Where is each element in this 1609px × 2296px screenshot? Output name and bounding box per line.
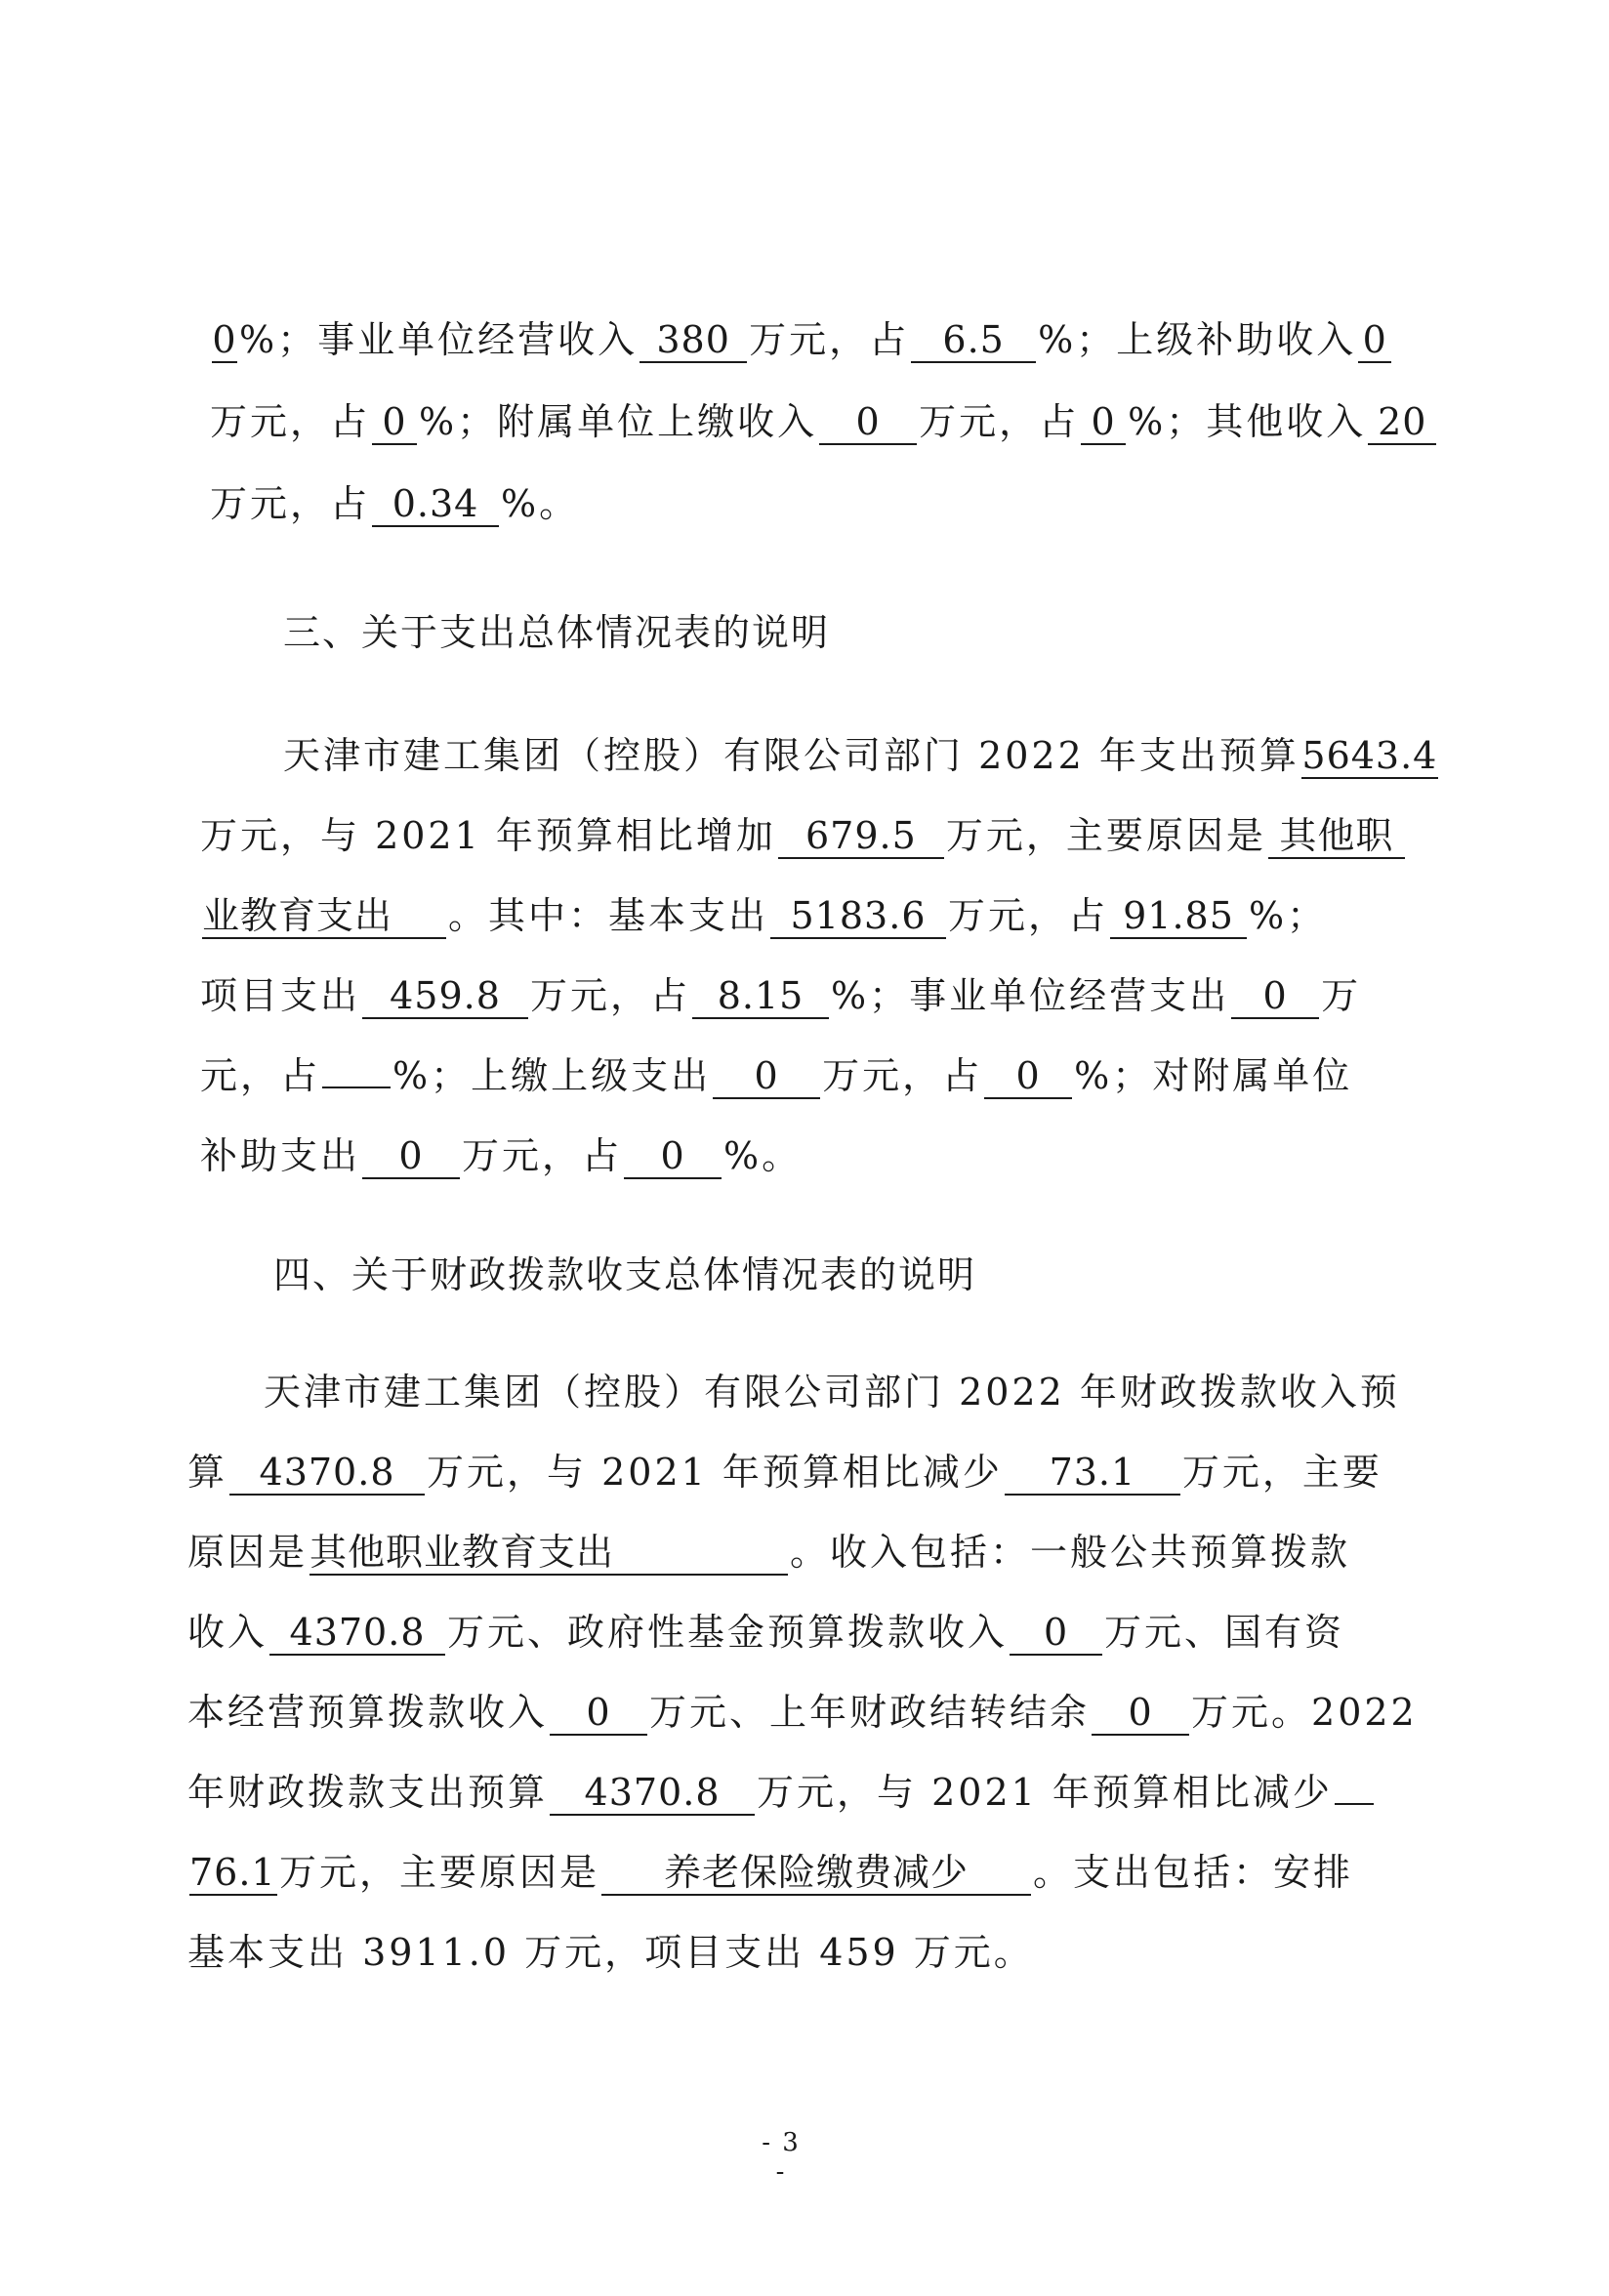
section-heading-3: 三、关于支出总体情况表的说明 — [283, 611, 831, 654]
p2-line-6: 补助支出 0 万元，占 0 %。 — [200, 1134, 803, 1177]
blank: 0 — [1231, 974, 1319, 1019]
blank: 0 — [550, 1691, 647, 1736]
p1-line-3: 万元，占 0.34 %。 — [210, 482, 580, 525]
blank: 91.85 — [1110, 894, 1247, 939]
p3-line-5: 本经营预算拨款收入 0 万元、上年财政结转结余 0 万元。2022 — [187, 1691, 1418, 1734]
p2-line-1: 天津市建工集团（控股）有限公司部门 2022 年支出预算5643.4 — [283, 734, 1438, 777]
blank: 459.8 — [362, 974, 528, 1019]
blank: 5643.4 — [1301, 734, 1438, 777]
blank: 76.1 — [189, 1851, 276, 1894]
blank: 0.34 — [372, 482, 499, 527]
p3-line-6: 年财政拨款支出预算 4370.8 万元，与 2021 年预算相比减少 — [187, 1767, 1376, 1818]
p3-line-2: 算 4370.8 万元，与 2021 年预算相比减少 73.1 万元，主要 — [187, 1451, 1382, 1494]
blank: 0 — [212, 318, 237, 361]
blank: 0 — [624, 1134, 722, 1179]
blank: 380 — [639, 318, 747, 363]
blank: 4370.8 — [550, 1771, 755, 1816]
p1-line-1: 0%；事业单位经营收入 380 万元，占 6.5 %；上级补助收入 0 — [210, 314, 1393, 365]
blank: 4370.8 — [269, 1611, 445, 1656]
p2-line-5: 元，占 %；上缴上级支出 0 万元，占 0 %；对附属单位 — [200, 1054, 1353, 1097]
blank: 5183.6 — [770, 894, 946, 939]
blank: 0 — [1092, 1691, 1189, 1736]
page-number: - 3 - — [762, 2128, 801, 2187]
blank: 0 — [362, 1134, 460, 1179]
section-heading-4: 四、关于财政拨款收支总体情况表的说明 — [273, 1253, 977, 1296]
blank — [1335, 1803, 1374, 1805]
p3-line-4: 收入 4370.8 万元、政府性基金预算拨款收入 0 万元、国有资 — [187, 1611, 1345, 1654]
blank: 679.5 — [778, 814, 944, 859]
blank — [322, 1086, 391, 1088]
blank: 4370.8 — [229, 1451, 425, 1496]
blank: 0 — [1010, 1611, 1102, 1656]
blank: 73.1 — [1005, 1451, 1180, 1496]
blank: 20 — [1368, 400, 1436, 445]
blank: 0 — [819, 400, 917, 445]
p3-line-7: 76.1万元，主要原因是 养老保险缴费减少 。支出包括：安排 — [189, 1851, 1354, 1894]
p1-line-2: 万元，占 0 %；附属单位上缴收入 0 万元，占 0 %；其他收入 20 — [210, 396, 1438, 447]
blank: 8.15 — [692, 974, 829, 1019]
blank: 其他职业教育支出 — [309, 1531, 788, 1576]
p3-line-1: 天津市建工集团（控股）有限公司部门 2022 年财政拨款收入预 — [264, 1371, 1400, 1414]
blank: 0 — [372, 400, 417, 445]
p2-line-2: 万元，与 2021 年预算相比增加 679.5 万元，主要原因是 其他职 — [200, 810, 1407, 861]
blank: 0 — [713, 1054, 820, 1099]
blank: 0 — [1358, 318, 1391, 363]
p3-line-8: 基本支出 3911.0 万元，项目支出 459 万元。 — [187, 1931, 1034, 1974]
blank: 业教育支出 — [202, 894, 446, 939]
blank: 0 — [1081, 400, 1126, 445]
blank: 6.5 — [911, 318, 1036, 363]
p2-line-3: 业教育支出 。其中：基本支出 5183.6 万元，占 91.85 %； — [202, 894, 1328, 937]
blank: 0 — [984, 1054, 1072, 1099]
p2-line-4: 项目支出 459.8 万元，占 8.15 %；事业单位经营支出 0 万 — [200, 974, 1362, 1017]
p3-line-3: 原因是其他职业教育支出 。收入包括：一般公共预算拨款 — [187, 1531, 1351, 1574]
blank: 养老保险缴费减少 — [601, 1851, 1031, 1896]
blank: 其他职 — [1268, 814, 1405, 859]
